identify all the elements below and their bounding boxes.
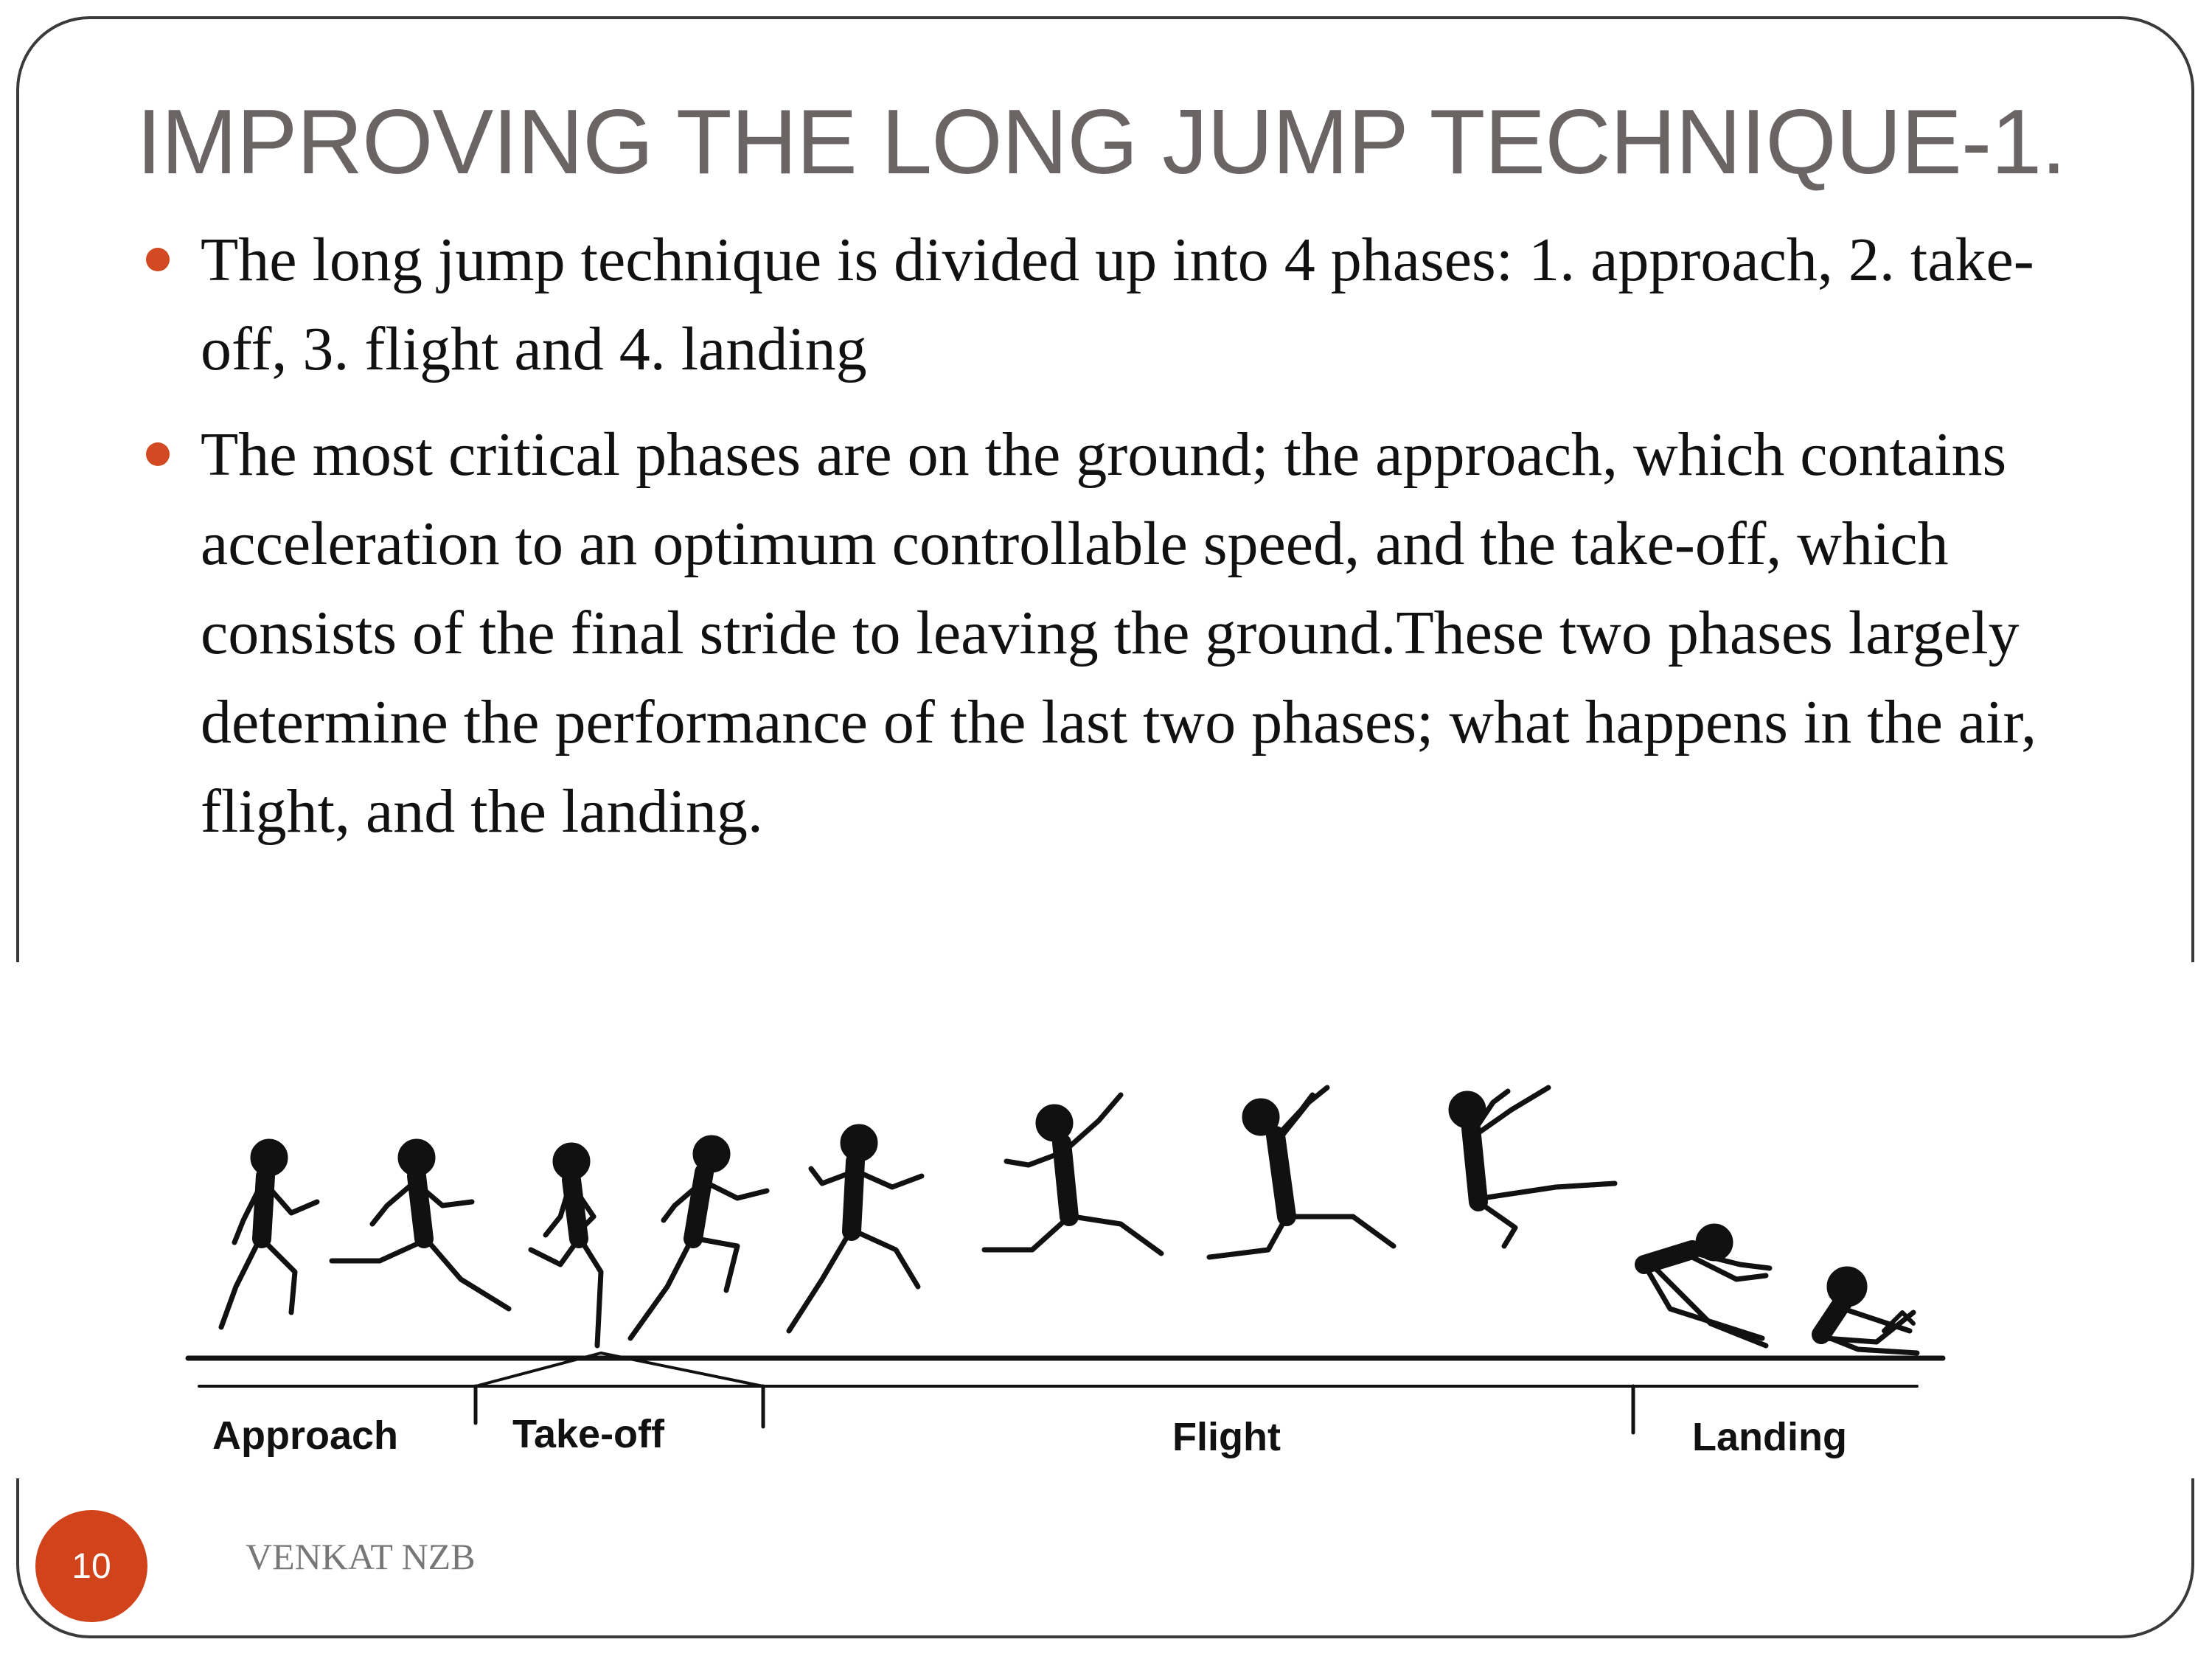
athlete-figure <box>1451 1088 1615 1246</box>
bullet-dot-icon <box>146 248 170 271</box>
phase-label-landing: Landing <box>1692 1415 1847 1459</box>
bullet-text: The long jump technique is divided up into 4 phases: 1. approach, 2. take-off, 3. flight and 4. landing <box>201 226 2034 383</box>
phase-label-take-off: Take-off <box>512 1412 665 1456</box>
athlete-figure <box>531 1145 601 1346</box>
athlete-figure <box>1644 1226 1770 1346</box>
athlete-figure <box>221 1141 317 1327</box>
athlete-figure <box>630 1138 767 1338</box>
bullet-text: The most critical phases are on the ground; the approach, which contains acceleration to an optimum controllable speed, and the take-off, which consists of the final stride to leaving the ground.These two phases largely determine the performance of the last two phases; what happens in the air, flight, and the landing. <box>201 420 2037 846</box>
bullet-list <box>140 215 2094 872</box>
athlete-figure <box>984 1095 1161 1253</box>
bullet-dot-icon <box>146 442 170 466</box>
phase-label-approach: Approach <box>212 1413 399 1458</box>
bullet-item <box>140 410 2094 856</box>
athlete-figure <box>1209 1088 1394 1257</box>
athlete-figure <box>789 1127 922 1331</box>
slide-title: IMPROVING THE LONG JUMP TECHNIQUE-1. <box>136 91 2066 193</box>
long-jump-phases-diagram <box>0 962 2212 1478</box>
page-number-badge: 10 <box>35 1510 147 1622</box>
phase-label-flight: Flight <box>1172 1415 1281 1459</box>
long-jump-illustration <box>0 962 2212 1478</box>
bullet-item <box>140 215 2094 394</box>
footer-author: VENKAT NZB <box>246 1536 476 1577</box>
athlete-figure <box>332 1141 509 1309</box>
